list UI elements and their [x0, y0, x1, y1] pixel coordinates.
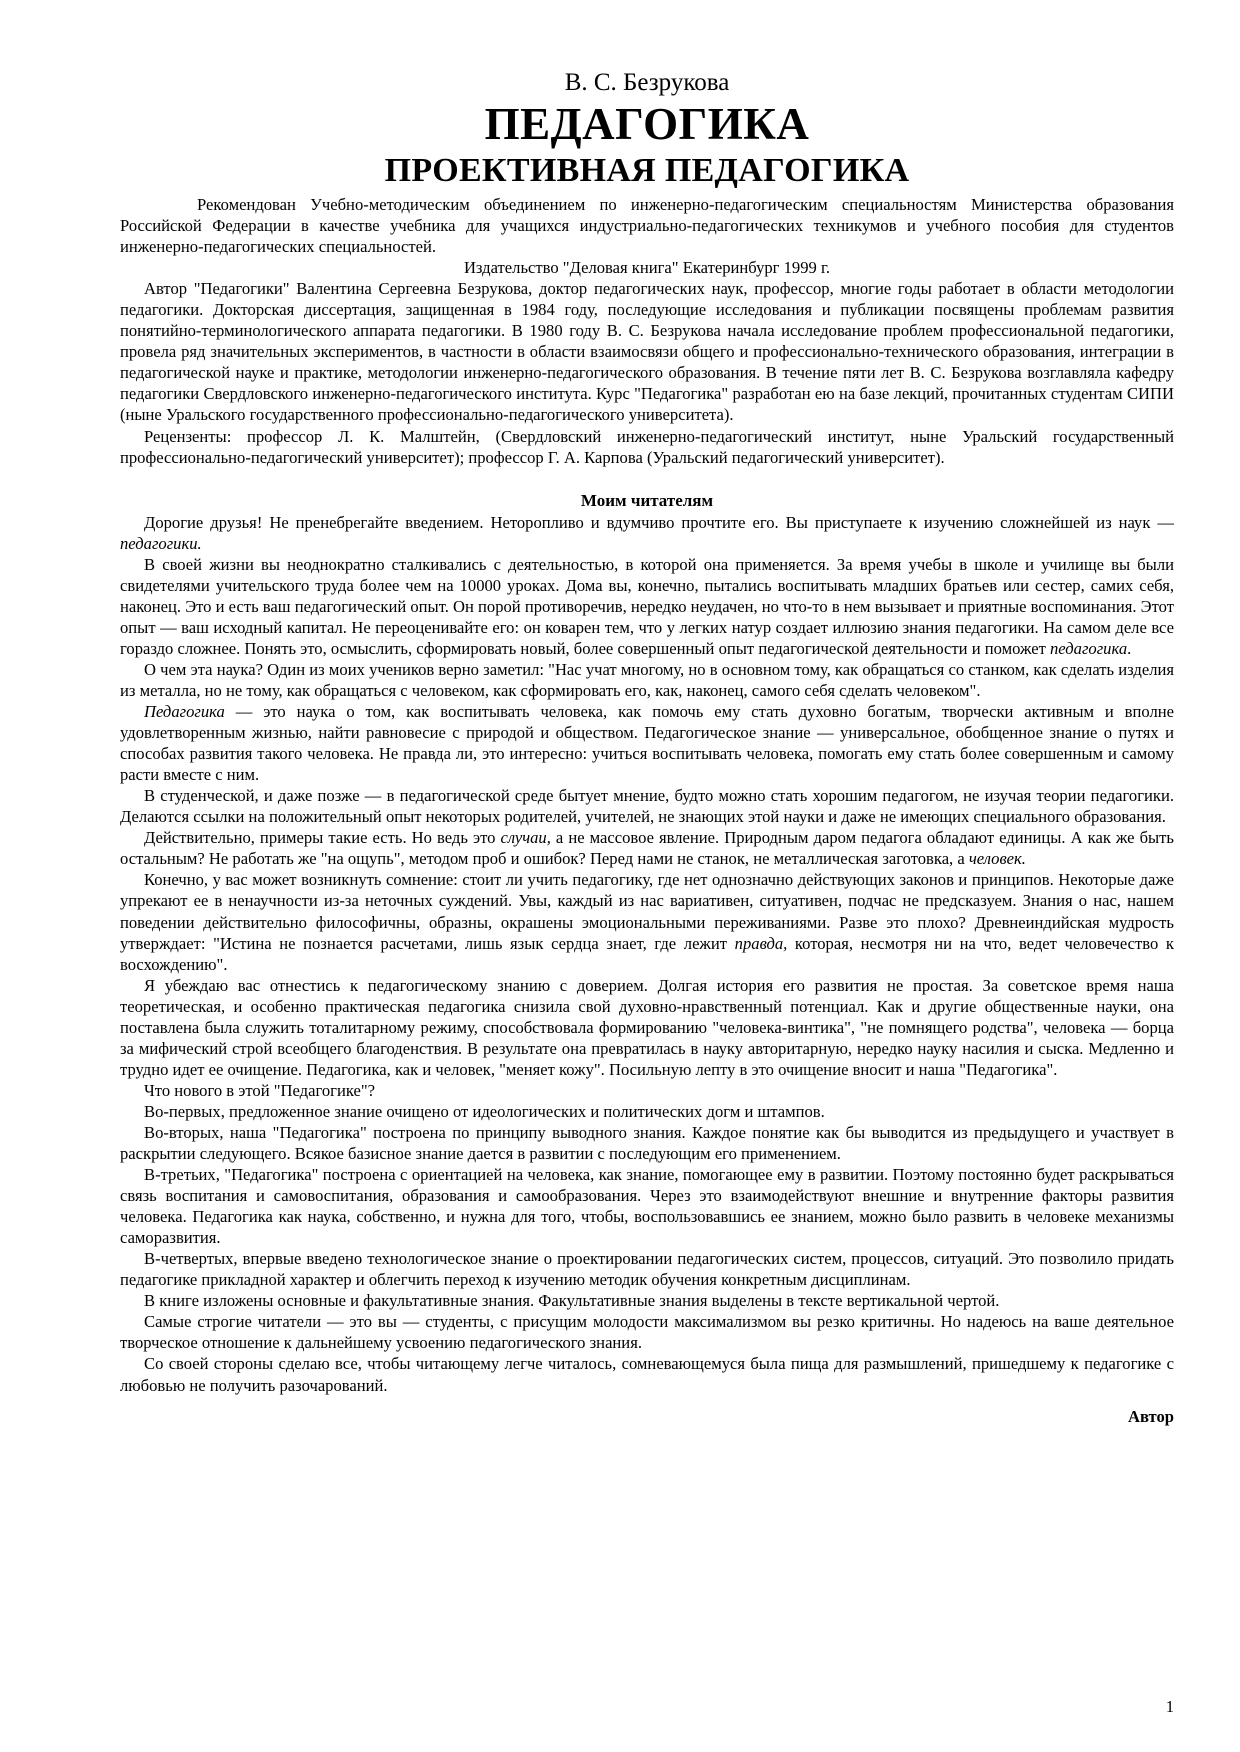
paragraph-16: Со своей стороны сделаю все, чтобы читающему легче читалось, сомневающемуся была пища для размышлений, пришедшему к педагогике с любовью не получить разочарований. [120, 1354, 1174, 1395]
paragraph-7-text: Конечно, у вас может возникнуть сомнение: стоит ли учить педагогику, где нет однозначно действующих законов и принципов. Некоторые даже упрекают ее в ненаучности из-за неточных суждений. Увы, каждый из нас вариативен, ситуативен, подчас не предсказуем. Знания о нас, нашем поведении действительно философичны, образны, окрашены эмоциональными переживаниями. Разве это плохо? Древнеиндийская мудрость утверждает: "Истина не познается расчетами, лишь язык сердца знает, где лежит [120, 870, 1174, 953]
paragraph-2-end: . [1127, 638, 1132, 658]
paragraph-6-text-2: а не массовое явление. Природным даром педагога обладают единицы. А как же быть остальным? Не работать же "на ощупь", методом проб и ошибок? Перед нами не станок, не металлическая заготовка, а [120, 828, 1174, 869]
paragraph-2-emphasis: педагогика [1050, 638, 1128, 658]
paragraph-15: Самые строгие читатели — это вы — студенты, с присущим молодости максимализмом вы резко критичны. Но надеюсь на ваше деятельное творческое отношение к дальнейшему усвоению педагогического знания. [120, 1312, 1174, 1353]
paragraph-14: В книге изложены основные и факультативные знания. Факультативные знания выделены в тексте вертикальной чертой. [144, 1291, 1000, 1311]
paragraph-2 [120, 554, 1174, 659]
reviewers-paragraph: Рецензенты: профессор Л. К. Малштейн, (Свердловский инженерно-педагогический институт, ныне Уральский государственный профессионально-педагогический университет); профессор Г. А. Карпова (Уральский педагогический университет). [120, 426, 1174, 467]
paragraph-4-emphasis: Педагогика [144, 702, 225, 722]
paragraph-4 [120, 701, 1174, 785]
about-author-paragraph: Автор "Педагогики" Валентина Сергеевна Безрукова, доктор педагогических наук, профессор, многие годы работает в области методологии педагогики. Докторская диссертация, защищенная в 1984 году, последующие исследования и публикации посвящены проблемам развития понятийно-терминологического аппарата педагогики. В 1980 году В. С. Безрукова начала исследование проблем профессиональной педагогики, провела ряд значительных экспериментов, в частности в области взаимосвязи общего и профессионально-технического образования, интеграции в педагогической науке и практике, методологии инженерно-педагогического образования. В течение пяти лет В. С. Безрукова возглавляла кафедру педагогики Свердловского инженерно-педагогического института. Курс "Педагогика" разработан ею на базе лекций, прочитанных студентам СИПИ (ныне Уральского государственного профессионально-педагогического университета). [120, 279, 1174, 425]
book-author: В. С. Безрукова [564, 69, 730, 96]
paragraph-8: Я убеждаю вас отнестись к педагогическому знанию с доверием. Долгая история его развития не простая. За советское время наша теоретическая, и особенно практическая педагогика снизила свой духовно-нравственный потенциал. Как и другие общественные науки, она поставлена была служить тоталитарному режиму, способствовала формированию "человека-винтика", "не помнящего родства", человека — борца за мифический строй всеобщего благоденствия. В результате она превратилась в науку авторитарную, нередко науку насилия и сыска. Медленно и трудно идет ее очищение. Педагогика, как и человек, "меняет кожу". Посильную лепту в это очищение вносит и наша "Педагогика". [120, 975, 1174, 1079]
recommendation-paragraph: Рекомендован Учебно-методическим объединением по инженерно-педагогическим специальностям Министерства образования Российской Федерации в качестве учебника для учащихся индустриально-педагогических техникумов и учебного пособия для студентов инженерно-педагогических специальностей. [120, 195, 1174, 257]
section-heading: Моим читателям [580, 490, 714, 510]
paragraph-7-text-2: которая, несмотря ни на что, ведет человечество к восхождению". [120, 933, 1174, 974]
paragraph-1 [120, 512, 1174, 554]
book-title: ПЕДАГОГИКА [484, 99, 810, 149]
paragraph-6-emphasis-2: человек. [968, 849, 1026, 869]
signature: Автор [1128, 1406, 1174, 1426]
paragraph-12: В-третьих, "Педагогика" построена с ориентацией на человека, как знание, помогающее ему в развитии. Поэтому постоянно будет раскрываться связь воспитания и самовоспитания, образования и самообразования. Через это взаимодействуют внешние и внутренние факторы развития человека. Педагогика как наука, собственно, и нужна для того, чтобы, воспользовавшись ее знанием, можно было развить в человеке механизмы саморазвития. [120, 1165, 1174, 1248]
book-subtitle: ПРОЕКТИВНАЯ ПЕДАГОГИКА [384, 152, 910, 189]
paragraph-11: Во-вторых, наша "Педагогика" построена по принципу выводного знания. Каждое понятие как бы выводится из предыдущего и участвует в раскрытии следующего. Всякое базисное знание дается в развитии с последующим его применением. [120, 1122, 1174, 1164]
paragraph-6-emphasis: случаи, [500, 828, 551, 848]
paragraph-10: Во-первых, предложенное знание очищено от идеологических и политических догм и штампов. [144, 1101, 825, 1121]
paragraph-3: О чем эта наука? Один из моих учеников верно заметил: "Нас учат многому, но в основном тому, как обращаться со станком, как сделать изделия из металла, но не тому, как обращаться с человеком, как сформировать его, как, наконец, самого себя сделать человеком". [120, 659, 1174, 700]
paragraph-13: В-четвертых, впервые введено технологическое знание о проектировании педагогических систем, процессов, ситуаций. Это позволило придать педагогике прикладной характер и облегчить переход к изучению методик обучения конкретным дисциплинам. [120, 1249, 1174, 1290]
paragraph-5: В студенческой, и даже позже — в педагогической среде бытует мнение, будто можно стать хорошим педагогом, не изучая теории педагогики. Делаются ссылки на положительный опыт некоторых родителей, учителей, не знающих этой науки и даже не имеющих специального образования. [120, 786, 1174, 827]
paragraph-1-text: Дорогие друзья! Не пренебрегайте введением. Неторопливо и вдумчиво прочтите его. Вы приступаете к изучению сложнейшей из наук — [144, 512, 1174, 532]
page-number: 1 [1165, 1697, 1174, 1716]
paragraph-4-text: — это наука о том, как воспитывать человека, как помочь ему стать духовно богатым, творчески активным и вполне удовлетворенным жизнью, найти равновесие с природой и обществом. Педагогическое знание — универсальное, обобщенное знание о путях и способах развития такого человека. Не правда ли, это интересно: учиться воспитывать человека, помогать ему стать более совершенным и самому расти вместе с ним. [120, 702, 1174, 785]
paragraph-1-emphasis: педагогики. [120, 533, 202, 553]
paragraph-6-text: Действительно, примеры такие есть. Но ведь это [144, 828, 501, 848]
paragraph-9: Что нового в этой "Педагогике"? [144, 1080, 375, 1100]
paragraph-7-emphasis: правда, [734, 933, 788, 953]
publisher-line: Издательство "Деловая книга" Екатеринбург 1999 г. [463, 258, 831, 278]
paragraph-6 [120, 827, 1174, 869]
paragraph-7 [120, 869, 1174, 974]
paragraph-2-text: В своей жизни вы неоднократно сталкивались с деятельностью, в которой она применяется. За время учебы в школе и училище вы были свидетелями учительского труда более чем на 10000 уроках. Дома вы, конечно, пытались воспитывать младших братьев или сестер, самих себя, наконец. Это и есть ваш педагогический опыт. Он порой противоречив, нередко неудачен, но что-то в нем вызывает и приятные воспоминания. Этот опыт — ваш исходный капитал. Не переоценивайте его: он коварен тем, что у легких натур создает иллюзию знания педагогики. На самом деле все гораздо сложнее. Понять это, осмыслить, сформировать новый, более совершенный опыт педагогической деятельности и поможет [120, 554, 1174, 658]
